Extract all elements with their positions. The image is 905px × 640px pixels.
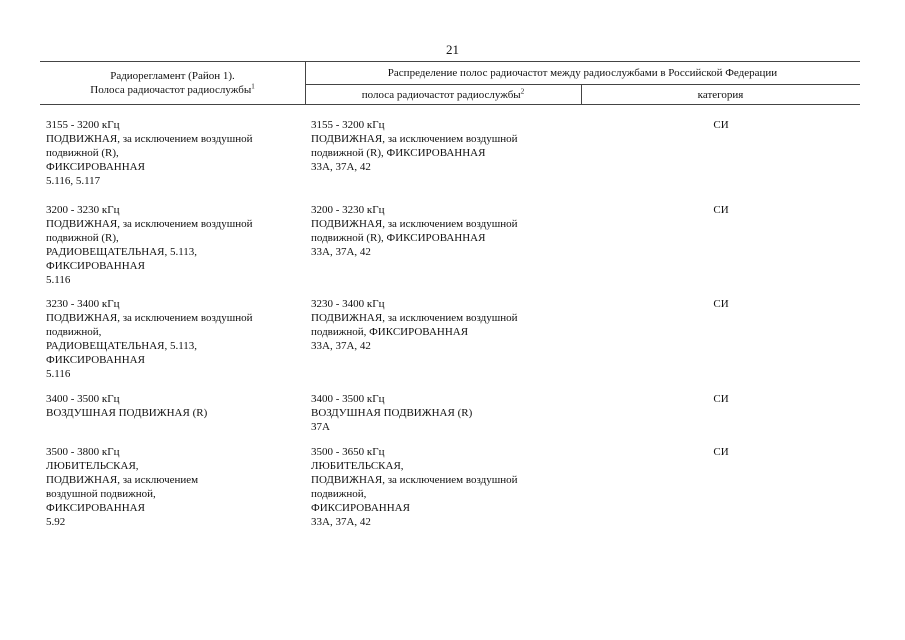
header-bottom-rule: [40, 104, 860, 105]
header-col3: категория: [697, 89, 744, 101]
footnote-ref-2: 2: [520, 87, 525, 96]
rf-band-cell: 3155 - 3200 кГц ПОДВИЖНАЯ, за исключением воздушной подвижной (R), ФИКСИРОВАННАЯ 33А, 37А, 42: [311, 119, 518, 173]
page-number: 21: [446, 42, 459, 57]
header-col1-line1: Радиорегламент (Район 1).: [110, 70, 235, 82]
rr-band-cell: 3155 - 3200 кГц ПОДВИЖНАЯ, за исключением воздушной подвижной (R), ФИКСИРОВАННАЯ 5.116, 5.117: [46, 119, 253, 187]
category-cell: СИ: [713, 298, 729, 310]
header-top-rule: [40, 61, 860, 62]
rr-band-cell: 3230 - 3400 кГц ПОДВИЖНАЯ, за исключением воздушной подвижной, РАДИОВЕЩАТЕЛЬНАЯ, 5.113, ФИКСИРОВАННАЯ 5.116: [46, 298, 253, 380]
category-cell: СИ: [713, 393, 729, 405]
rr-band-cell: 3200 - 3230 кГц ПОДВИЖНАЯ, за исключением воздушной подвижной (R), РАДИОВЕЩАТЕЛЬНАЯ, 5.113, ФИКСИРОВАННАЯ 5.116: [46, 204, 253, 286]
category-cell: СИ: [713, 119, 729, 131]
header-group-title: Распределение полос радиочастот между радиослужбами в Российской Федерации: [387, 67, 778, 79]
rr-band-cell: 3500 - 3800 кГц ЛЮБИТЕЛЬСКАЯ, ПОДВИЖНАЯ, за исключением воздушной подвижной, ФИКСИРОВАННАЯ 5.92: [46, 446, 199, 528]
header-col1-line2: Полоса радиочастот радиослужбы$^1$: [90, 82, 255, 96]
header-col2: полоса радиочастот радиослужбы$^2$: [361, 87, 525, 101]
rf-band-cell: 3400 - 3500 кГц ВОЗДУШНАЯ ПОДВИЖНАЯ (R) 37А: [311, 393, 473, 433]
header-mid-rule: [305, 84, 860, 85]
footnote-ref-1: 1: [251, 82, 255, 91]
header-col1: [40, 69, 305, 97]
rf-band-cell: 3500 - 3650 кГц ЛЮБИТЕЛЬСКАЯ, ПОДВИЖНАЯ, за исключением воздушной подвижной, ФИКСИРОВАННАЯ 33А, 37А, 42: [311, 446, 518, 528]
rf-band-cell: 3230 - 3400 кГц ПОДВИЖНАЯ, за исключением воздушной подвижной, ФИКСИРОВАННАЯ 33А, 37А, 42: [311, 298, 518, 352]
rf-band-cell: 3200 - 3230 кГц ПОДВИЖНАЯ, за исключением воздушной подвижной (R), ФИКСИРОВАННАЯ 33А, 37А, 42: [311, 204, 518, 258]
rr-band-cell: 3400 - 3500 кГц ВОЗДУШНАЯ ПОДВИЖНАЯ (R): [46, 393, 208, 419]
category-cell: СИ: [713, 446, 729, 458]
category-cell: СИ: [713, 204, 729, 216]
